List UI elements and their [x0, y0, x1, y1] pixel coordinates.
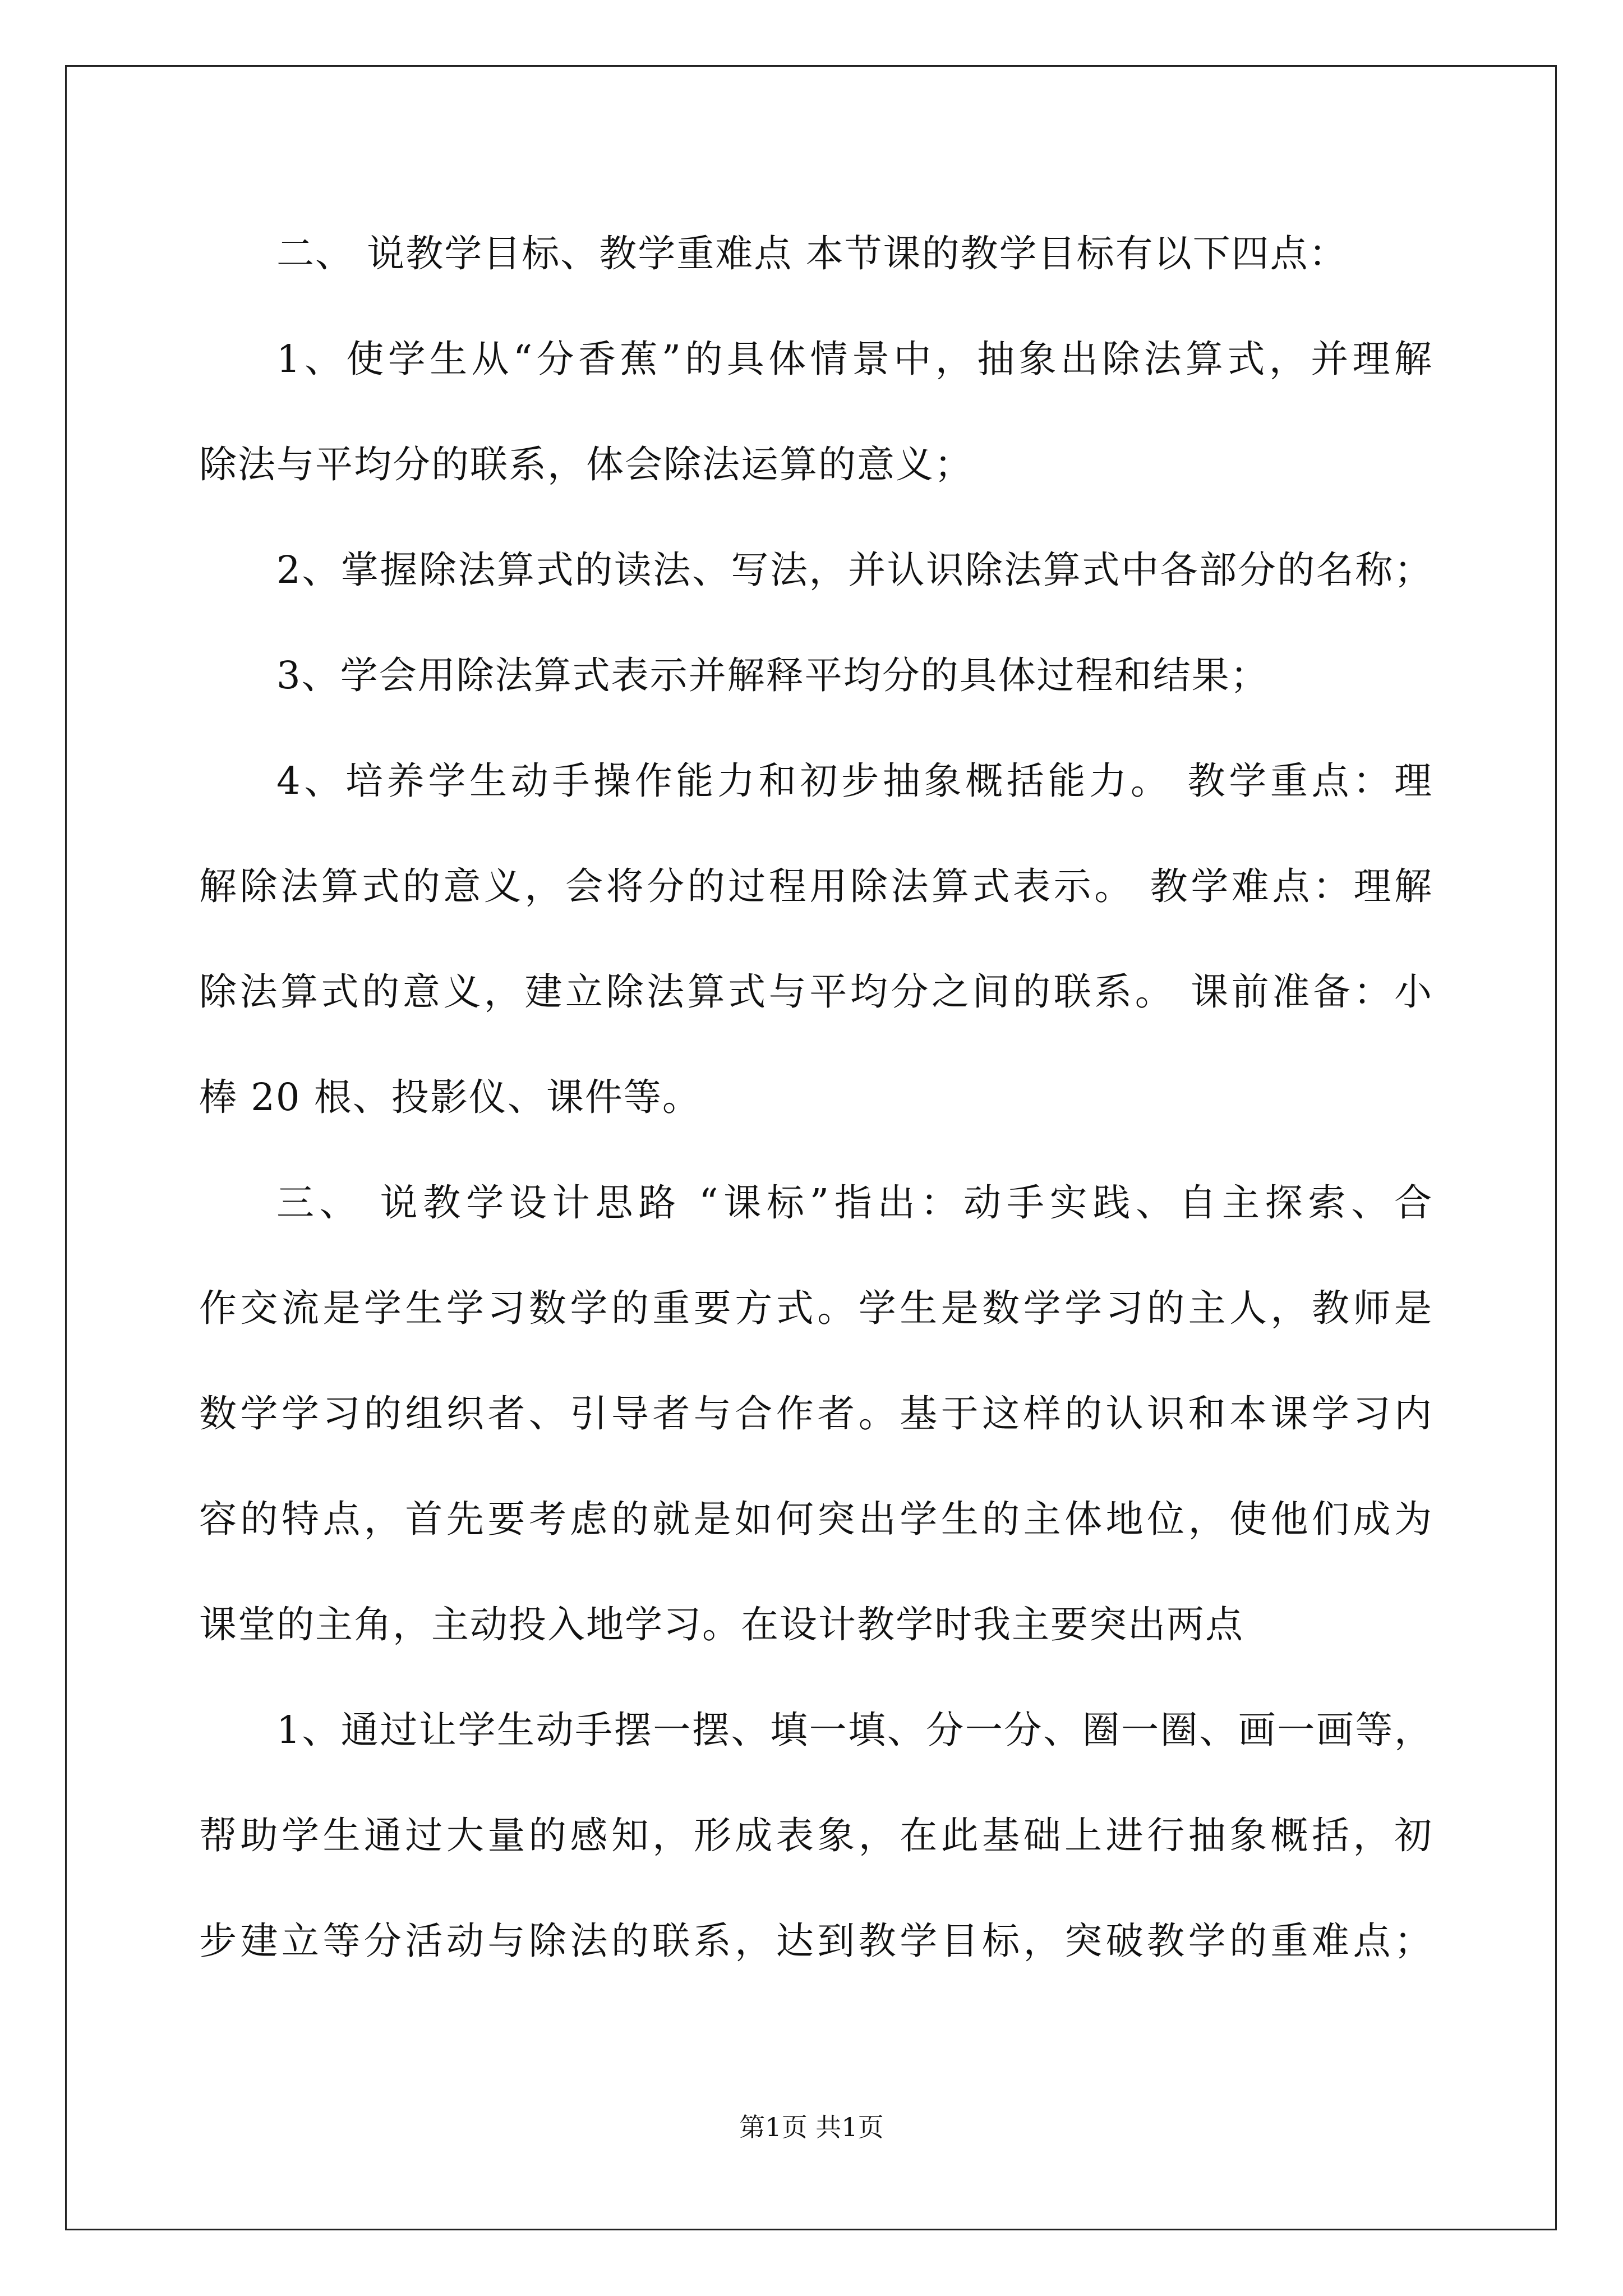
paragraph-line: 课堂的主角，主动投入地学习。在设计教学时我主要突出两点	[199, 1603, 1244, 1646]
paragraph-line: 帮助学生通过大量的感知，形成表象，在此基础上进行抽象概括，初	[199, 1814, 1433, 1857]
paragraph-line: 棒 20 根、投影仪、课件等。	[199, 1075, 701, 1119]
paragraph-line: 2、掌握除法算式的读法、写法，并认识除法算式中各部分的名称；	[276, 548, 1433, 592]
paragraph-line: 解除法算式的意义，会将分的过程用除法算式表示。 教学难点：理解	[199, 864, 1433, 908]
paragraph-line: 作交流是学生学习数学的重要方式。学生是数学学习的主人，教师是	[199, 1286, 1433, 1330]
paragraph-heading-design: 三、 说教学设计思路 “课标”指出：动手实践、自主探索、合	[276, 1181, 1433, 1225]
document-body	[199, 220, 1433, 1975]
page-number-footer: 第1页 共1页	[739, 2112, 884, 2142]
paragraph-line: 除法与平均分的联系，体会除法运算的意义；	[199, 443, 973, 486]
paragraph-line: 步建立等分活动与除法的联系，达到教学目标，突破教学的重难点；	[199, 1919, 1433, 1963]
paragraph-line: 数学学习的组织者、引导者与合作者。基于这样的认识和本课学习内	[199, 1392, 1433, 1435]
paragraph-line: 4、培养学生动手操作能力和初步抽象概括能力。 教学重点：理	[276, 759, 1433, 803]
paragraph-line: 1、使学生从“分香蕉”的具体情景中，抽象出除法算式，并理解	[276, 337, 1433, 381]
paragraph-heading-objectives: 二、 说教学目标、教学重难点 本节课的教学目标有以下四点：	[276, 232, 1348, 275]
paragraph-line: 除法算式的意义，建立除法算式与平均分之间的联系。 课前准备：小	[199, 970, 1433, 1014]
paragraph-line: 3、学会用除法算式表示并解释平均分的具体过程和结果；	[276, 654, 1269, 697]
paragraph-line: 容的特点，首先要考虑的就是如何突出学生的主体地位，使他们成为	[199, 1497, 1433, 1541]
paragraph-line: 1、通过让学生动手摆一摆、填一填、分一分、圈一圈、画一画等，	[276, 1708, 1433, 1752]
